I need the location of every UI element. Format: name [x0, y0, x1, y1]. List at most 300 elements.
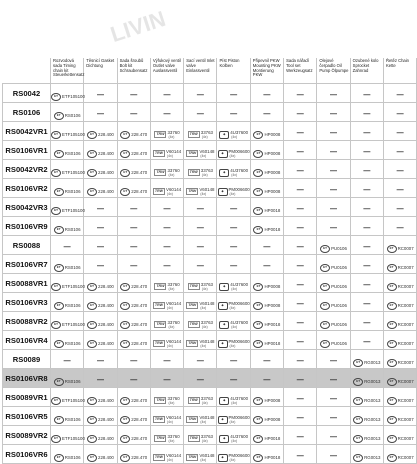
empty-dash: — — [230, 377, 238, 384]
et-engineteam-logo-icon: ET — [253, 435, 263, 443]
empty-dash: — — [330, 225, 338, 232]
part-cell — [184, 217, 217, 236]
part-reference — [154, 397, 179, 405]
part-reference — [387, 283, 414, 291]
et-engineteam-logo-icon: ET — [387, 302, 397, 310]
part-cell — [250, 255, 283, 274]
part-cell — [184, 369, 217, 388]
part-cell — [84, 350, 117, 369]
part-cell — [84, 141, 117, 160]
empty-dash: — — [96, 92, 104, 99]
piston-brand-icon: ◆ — [218, 302, 228, 310]
part-reference — [387, 264, 414, 272]
part-reference — [54, 226, 81, 234]
et-engineteam-logo-icon: ET — [51, 207, 61, 215]
part-cell — [350, 331, 383, 350]
part-reference — [120, 454, 147, 462]
quantity-label: (4x) — [201, 438, 208, 443]
part-number: RS0106 — [64, 265, 81, 270]
et-engineteam-logo-icon: ET — [120, 340, 130, 348]
part-reference — [188, 131, 213, 139]
row-code: RS0106VR1 — [3, 141, 51, 160]
row-code: RS0106VR5 — [3, 407, 51, 426]
part-reference — [153, 188, 181, 196]
table-row[interactable] — [3, 198, 417, 217]
piston-brand-icon: ◆ — [219, 283, 229, 291]
empty-dash: — — [263, 111, 271, 118]
part-cell — [150, 293, 183, 312]
row-code: RS0042 — [3, 84, 51, 103]
empty-dash: — — [363, 187, 371, 194]
part-number: 33763 — [200, 319, 213, 325]
trw-logo-icon: TRW — [154, 189, 164, 193]
column-header: Sací ventil Inlet valve Einlassventil — [184, 58, 217, 84]
empty-dash: — — [363, 263, 371, 270]
part-number: 33763 — [200, 167, 213, 173]
part-reference — [51, 169, 85, 177]
row-code: RS0042VR2 — [3, 160, 51, 179]
part-reference — [186, 150, 214, 158]
empty-dash: — — [230, 244, 238, 251]
part-cell — [84, 445, 117, 464]
part-cell — [51, 350, 84, 369]
part-cell — [284, 445, 317, 464]
table-row[interactable] — [3, 255, 417, 274]
trw-logo-icon: TRW — [154, 341, 164, 345]
part-cell — [184, 103, 217, 122]
part-cell — [84, 274, 117, 293]
part-cell — [383, 369, 416, 388]
part-number: RS0106 — [64, 303, 81, 308]
part-cell — [217, 388, 250, 407]
part-cell — [184, 331, 217, 350]
et-engineteam-logo-icon: ET — [387, 378, 397, 386]
part-cell — [284, 293, 317, 312]
part-number: RS0106 — [64, 227, 81, 232]
et-engineteam-logo-icon: ET — [54, 416, 64, 424]
part-cell — [84, 293, 117, 312]
part-cell — [184, 84, 217, 103]
et-engineteam-logo-icon: ET — [387, 435, 397, 443]
part-number: V60148 — [199, 338, 215, 344]
et-engineteam-logo-icon: ET — [54, 264, 64, 272]
part-reference — [87, 150, 114, 158]
part-cell — [383, 160, 416, 179]
table-row[interactable] — [3, 369, 417, 388]
part-number: 228.400 — [98, 189, 114, 194]
part-reference — [51, 435, 85, 443]
table-row[interactable] — [3, 84, 417, 103]
part-cell — [250, 160, 283, 179]
quantity-label: (4x) — [200, 191, 207, 196]
part-reference — [219, 169, 248, 177]
part-number: PM006600 — [228, 338, 250, 344]
et-engineteam-logo-icon: ET — [87, 321, 97, 329]
part-number: 228.470 — [131, 151, 148, 156]
table-row[interactable] — [3, 445, 417, 464]
part-cell — [350, 369, 383, 388]
part-reference — [186, 454, 214, 462]
row-code: RS0089 — [3, 350, 51, 369]
et-engineteam-logo-icon: ET — [51, 435, 61, 443]
trw-logo-icon: TRW — [189, 284, 198, 288]
part-number: HP0008 — [264, 398, 281, 403]
part-cell — [383, 312, 416, 331]
et-engineteam-logo-icon: ET — [120, 454, 130, 462]
part-number: HP0008 — [264, 170, 281, 175]
part-reference — [54, 302, 81, 310]
part-cell — [284, 255, 317, 274]
part-number: 33763 — [200, 433, 213, 439]
part-cell — [383, 350, 416, 369]
table-row[interactable] — [3, 407, 417, 426]
part-cell — [284, 103, 317, 122]
et-engineteam-logo-icon: ET — [320, 340, 330, 348]
part-cell — [383, 198, 416, 217]
part-reference — [320, 283, 347, 291]
part-cell — [250, 198, 283, 217]
part-reference — [387, 359, 414, 367]
part-cell — [383, 445, 416, 464]
part-number: 228.470 — [131, 436, 148, 441]
part-cell — [184, 198, 217, 217]
part-cell — [150, 198, 183, 217]
empty-dash: — — [96, 244, 104, 251]
empty-dash: — — [163, 206, 171, 213]
part-cell — [284, 217, 317, 236]
row-code: RS0042VR1 — [3, 122, 51, 141]
part-reference — [253, 454, 280, 462]
quantity-label: (4x) — [231, 172, 238, 177]
table-row[interactable] — [3, 388, 417, 407]
part-cell — [250, 407, 283, 426]
part-cell — [150, 236, 183, 255]
part-cell — [284, 141, 317, 160]
empty-dash: — — [296, 206, 304, 213]
part-reference — [120, 302, 147, 310]
part-reference — [253, 131, 280, 139]
part-cell — [117, 407, 150, 426]
part-cell — [51, 388, 84, 407]
part-number: HP0008 — [264, 284, 281, 289]
part-cell — [184, 160, 217, 179]
table-row[interactable] — [3, 331, 417, 350]
et-engineteam-logo-icon: ET — [120, 302, 130, 310]
part-reference — [87, 169, 114, 177]
trw-logo-icon: TRW — [189, 398, 198, 402]
part-cell — [184, 407, 217, 426]
part-number: ETF105100 — [62, 436, 85, 441]
et-engineteam-logo-icon: ET — [320, 283, 330, 291]
watermark-text: LIVIN — [107, 5, 169, 48]
part-cell — [250, 293, 283, 312]
part-cell — [383, 388, 416, 407]
part-cell — [51, 331, 84, 350]
part-number: 228.470 — [131, 284, 148, 289]
part-reference — [120, 150, 147, 158]
table-row[interactable] — [3, 350, 417, 369]
empty-dash: — — [263, 244, 271, 251]
table-row[interactable] — [3, 293, 417, 312]
trw-logo-icon: TRW — [188, 341, 197, 345]
part-reference — [253, 397, 280, 405]
empty-dash: — — [130, 225, 138, 232]
empty-dash: — — [163, 92, 171, 99]
part-cell — [184, 122, 217, 141]
part-number: ETF105100 — [62, 398, 85, 403]
piston-brand-icon: ◆ — [219, 321, 229, 329]
quantity-label: (4x) — [200, 343, 207, 348]
part-cell — [150, 179, 183, 198]
et-engineteam-logo-icon: ET — [87, 302, 97, 310]
header-corner — [3, 58, 51, 84]
part-reference — [51, 321, 85, 329]
part-cell — [184, 274, 217, 293]
empty-dash: — — [163, 111, 171, 118]
part-cell — [250, 369, 283, 388]
row-code: RS0089VR1 — [3, 388, 51, 407]
empty-dash: — — [330, 187, 338, 194]
et-engineteam-logo-icon: ET — [120, 321, 130, 329]
empty-dash: — — [396, 92, 404, 99]
part-number: V60148 — [199, 186, 215, 192]
parts-table — [2, 58, 417, 464]
part-number: PU0106 — [331, 341, 347, 346]
empty-dash: — — [363, 225, 371, 232]
table-row[interactable] — [3, 312, 417, 331]
part-cell — [383, 407, 416, 426]
part-cell — [317, 236, 350, 255]
et-engineteam-logo-icon: ET — [320, 321, 330, 329]
quantity-label: (4x) — [229, 457, 236, 462]
part-reference — [387, 321, 414, 329]
part-cell — [217, 426, 250, 445]
table-row[interactable] — [3, 160, 417, 179]
et-engineteam-logo-icon: ET — [87, 131, 97, 139]
part-reference — [54, 264, 81, 272]
empty-dash: — — [230, 92, 238, 99]
empty-dash: — — [330, 415, 338, 422]
part-number: RC0007 — [397, 455, 414, 460]
part-cell — [350, 255, 383, 274]
part-cell — [383, 255, 416, 274]
part-cell — [184, 388, 217, 407]
empty-dash: — — [396, 187, 404, 194]
part-reference — [353, 435, 380, 443]
part-reference — [54, 112, 81, 120]
part-number: RG0013 — [364, 398, 381, 403]
part-number: HP0018 — [264, 455, 281, 460]
part-cell — [350, 388, 383, 407]
part-cell — [383, 122, 416, 141]
part-reference — [320, 340, 347, 348]
table-row[interactable] — [3, 274, 417, 293]
part-reference — [120, 397, 147, 405]
part-reference — [320, 245, 347, 253]
table-row[interactable] — [3, 217, 417, 236]
part-cell — [84, 198, 117, 217]
et-engineteam-logo-icon: ET — [51, 397, 61, 405]
part-reference — [188, 321, 213, 329]
row-code: RS0089VR2 — [3, 426, 51, 445]
part-reference — [154, 131, 179, 139]
empty-dash: — — [130, 92, 138, 99]
empty-dash: — — [396, 168, 404, 175]
part-number: 33760 — [167, 319, 180, 325]
part-cell — [317, 407, 350, 426]
quantity-label: (4x) — [167, 419, 173, 424]
part-reference — [51, 131, 85, 139]
et-engineteam-logo-icon: ET — [51, 93, 61, 101]
part-cell — [117, 198, 150, 217]
part-cell — [51, 198, 84, 217]
part-cell — [184, 236, 217, 255]
part-cell — [150, 388, 183, 407]
empty-dash: — — [196, 377, 204, 384]
empty-dash: — — [363, 111, 371, 118]
part-cell — [317, 331, 350, 350]
part-number: 228.470 — [131, 455, 148, 460]
part-number: 33763 — [200, 129, 213, 135]
empty-dash: — — [296, 282, 304, 289]
part-cell — [184, 141, 217, 160]
empty-dash: — — [263, 358, 271, 365]
part-cell — [317, 255, 350, 274]
empty-dash: — — [296, 320, 304, 327]
empty-dash: — — [296, 92, 304, 99]
quantity-label: (4x) — [200, 153, 207, 158]
part-number: 228.400 — [98, 398, 114, 403]
trw-logo-icon: TRW — [156, 132, 165, 136]
empty-dash: — — [96, 263, 104, 270]
empty-dash: — — [296, 225, 304, 232]
part-cell — [84, 236, 117, 255]
piston-brand-icon: ◆ — [218, 454, 228, 462]
trw-logo-icon: TRW — [188, 455, 197, 459]
empty-dash: — — [296, 111, 304, 118]
column-header: Výfukový ventil Outlet valve Auslassventil — [150, 58, 183, 84]
part-cell — [84, 407, 117, 426]
part-reference — [219, 321, 248, 329]
row-code: RS0106VR6 — [3, 445, 51, 464]
part-cell — [84, 84, 117, 103]
part-number: PM006600 — [228, 186, 250, 192]
et-engineteam-logo-icon: ET — [253, 302, 263, 310]
empty-dash: — — [330, 130, 338, 137]
trw-logo-icon: TRW — [189, 322, 198, 326]
part-cell — [117, 84, 150, 103]
trw-logo-icon: TRW — [156, 322, 165, 326]
empty-dash: — — [363, 206, 371, 213]
part-cell — [84, 312, 117, 331]
et-engineteam-logo-icon: ET — [54, 188, 64, 196]
part-cell — [84, 122, 117, 141]
empty-dash: — — [330, 434, 338, 441]
empty-dash: — — [296, 377, 304, 384]
part-reference — [54, 188, 81, 196]
part-reference — [320, 321, 347, 329]
brand-watermark — [70, 0, 400, 60]
part-number: RS0106 — [64, 341, 81, 346]
part-number: RG0013 — [364, 455, 381, 460]
trw-logo-icon: TRW — [188, 303, 197, 307]
empty-dash: — — [330, 377, 338, 384]
part-number: 228.470 — [131, 132, 148, 137]
part-number: RG0013 — [364, 417, 381, 422]
part-number: ETF105100 — [62, 284, 85, 289]
part-number: PM006600 — [228, 414, 250, 420]
part-cell — [350, 179, 383, 198]
table-row[interactable] — [3, 103, 417, 122]
part-number: HP0008 — [264, 151, 281, 156]
empty-dash: — — [96, 358, 104, 365]
part-reference — [120, 188, 147, 196]
table-row[interactable] — [3, 122, 417, 141]
row-code: RS0106VR3 — [3, 293, 51, 312]
part-cell — [184, 445, 217, 464]
column-header: Sada šroubů Bolt kit Schraubensatz — [117, 58, 150, 84]
part-number: 228.400 — [98, 455, 114, 460]
table-row[interactable] — [3, 141, 417, 160]
part-cell — [350, 407, 383, 426]
row-code: RS0088 — [3, 236, 51, 255]
part-reference — [253, 340, 280, 348]
part-reference — [120, 169, 147, 177]
part-cell — [217, 274, 250, 293]
part-number: RS0106 — [64, 151, 81, 156]
trw-logo-icon: TRW — [189, 436, 198, 440]
part-cell — [84, 160, 117, 179]
part-cell — [150, 331, 183, 350]
empty-dash: — — [163, 244, 171, 251]
table-row[interactable] — [3, 426, 417, 445]
part-reference — [253, 302, 280, 310]
part-cell — [217, 84, 250, 103]
part-cell — [51, 217, 84, 236]
table-body — [3, 84, 417, 464]
part-cell — [383, 103, 416, 122]
part-cell — [84, 369, 117, 388]
part-number: V60144 — [166, 148, 182, 154]
part-cell — [250, 426, 283, 445]
empty-dash: — — [296, 168, 304, 175]
table-row[interactable] — [3, 179, 417, 198]
et-engineteam-logo-icon: ET — [54, 150, 64, 158]
part-cell — [317, 312, 350, 331]
part-cell — [117, 312, 150, 331]
row-code: RS0088VR2 — [3, 312, 51, 331]
part-number: V60148 — [199, 300, 215, 306]
part-reference — [353, 416, 380, 424]
part-cell — [150, 407, 183, 426]
part-cell — [284, 388, 317, 407]
empty-dash: — — [296, 244, 304, 251]
empty-dash: — — [163, 225, 171, 232]
empty-dash: — — [230, 225, 238, 232]
part-reference — [120, 435, 147, 443]
table-row[interactable] — [3, 236, 417, 255]
trw-logo-icon: TRW — [188, 417, 197, 421]
empty-dash: — — [296, 434, 304, 441]
empty-dash: — — [363, 130, 371, 137]
part-number: RS0106 — [64, 113, 81, 118]
part-reference — [188, 397, 213, 405]
part-cell — [383, 426, 416, 445]
column-header: Ozubené kolo Sprocket Zahnrad — [350, 58, 383, 84]
part-reference — [153, 340, 181, 348]
part-reference — [188, 435, 213, 443]
part-cell — [317, 217, 350, 236]
